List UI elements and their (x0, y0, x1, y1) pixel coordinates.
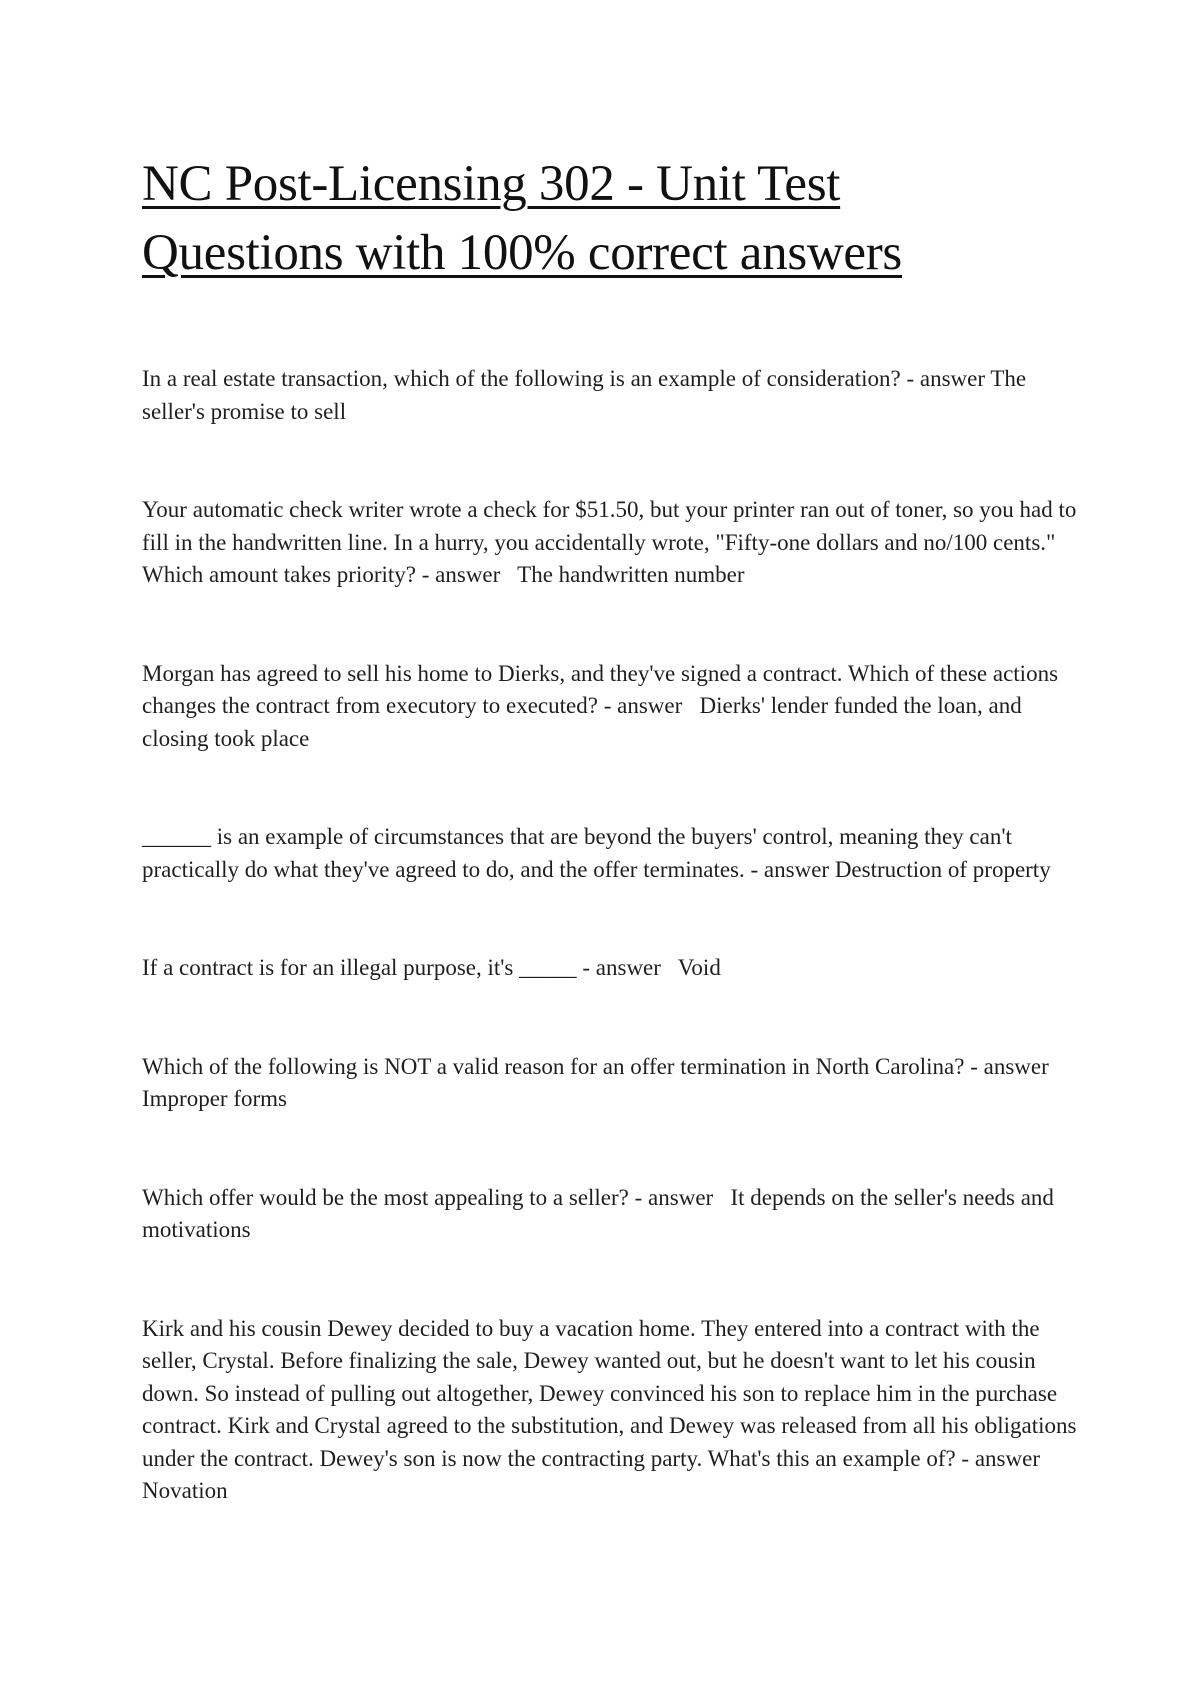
qa-list (142, 363, 1082, 1508)
question-text: Which offer would be the most appealing to a seller? - answer (142, 1184, 714, 1210)
question-text: Morgan has agreed to sell his home to Dierks, and they've signed a contract. Which of these actions changes the contract from executory to executed? - answer (142, 660, 1064, 718)
question-text: If a contract is for an illegal purpose, it's _____ - answer (142, 955, 661, 980)
question-text: Kirk and his cousin Dewey decided to buy a vacation home. They entered into a contract with the seller, Crystal. Before finalizing the sale, Dewey wanted out, but he doesn't want to let his cousin down. So instead of pulling out altogether, Dewey convinced his son to replace him in the purchase contract. Kirk and Crystal agreed to the substitution, and Dewey was released from all his obligations under the contract. Dewey's son is now the contracting party. What's this an example of? - answer (142, 1315, 1083, 1471)
answer-text: The seller's promise to sell (142, 366, 1032, 424)
answer-text: The handwritten number (517, 562, 745, 587)
qa-item (142, 821, 1082, 886)
qa-item (142, 1051, 1082, 1116)
document-title (142, 150, 1082, 288)
qa-item (142, 363, 1082, 428)
answer-text: It depends on the seller's needs and motivations (142, 1184, 1060, 1242)
qa-item (142, 1313, 1082, 1508)
question-text: Which of the following is NOT a valid reason for an offer termination in North Carolina? - answer (142, 1053, 1049, 1079)
document-page (142, 150, 1082, 1574)
answer-text: Dierks' lender funded the loan, and closing took place (142, 693, 1028, 751)
answer-text: Void (677, 955, 721, 980)
question-text: ______ is an example of circumstances that are beyond the buyers' control, meaning they can't practically do what they've agreed to do, and the offer terminates. - answer (142, 824, 1018, 882)
title-line-2: Questions with 100% correct answers (142, 225, 902, 281)
question-text: In a real estate transaction, which of the following is an example of consideration? - answer (142, 366, 986, 391)
answer-text: Improper forms (142, 1086, 287, 1111)
answer-text: Novation (142, 1478, 228, 1503)
title-line-1: NC Post-Licensing 302 - Unit Test (142, 156, 841, 212)
question-text: Your automatic check writer wrote a check for $51.50, but your printer ran out of toner, so you had to fill in the handwritten line. In a hurry, you accidentally wrote, "Fifty-one dollars and no/100 cents." Which amount takes priority? - answer (142, 497, 1083, 587)
qa-item (142, 658, 1082, 756)
qa-item (142, 494, 1082, 592)
answer-text: Destruction of property (834, 856, 1051, 882)
qa-item (142, 952, 1082, 985)
qa-item (142, 1182, 1082, 1247)
